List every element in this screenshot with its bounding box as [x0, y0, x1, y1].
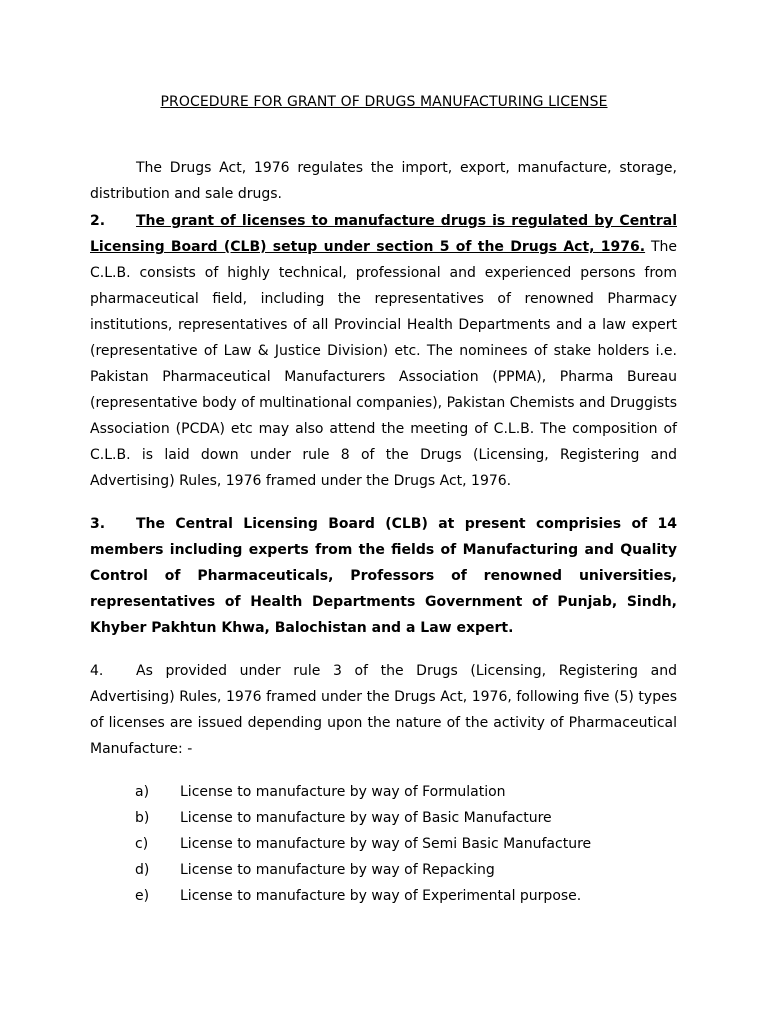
paragraph-2-lead: The grant of licenses to manufacture drugs is regulated by Central Licensing Board (CLB) setup under section 5 of the Drugs Act, 1976.: [90, 213, 677, 255]
paragraph-3-body: The Central Licensing Board (CLB) at present comprisies of 14 members including experts from the fields of Manufacturing and Quality Control of Pharmaceuticals, Professors of renowned universities, representatives of Health Departments Government of Punjab, Sindh, Khyber Pakhtun Khwa, Balochistan and a Law expert.: [90, 516, 677, 636]
list-item-text: License to manufacture by way of Basic Manufacture: [180, 810, 552, 826]
list-item-marker: e): [135, 888, 150, 904]
paragraph-3-number: 3.: [90, 516, 106, 532]
paragraph-2-number: 2.: [90, 213, 106, 229]
list-item: [135, 883, 591, 909]
list-item-marker: a): [135, 784, 150, 800]
license-types-list: [135, 779, 591, 909]
list-item-marker: d): [135, 862, 150, 878]
list-item-marker: b): [135, 810, 150, 826]
document-title: PROCEDURE FOR GRANT OF DRUGS MANUFACTURING LICENSE: [160, 94, 608, 110]
intro-paragraph: The Drugs Act, 1976 regulates the import, export, manufacture, storage, distribution and sale drugs.: [90, 160, 677, 202]
list-item-marker: c): [135, 836, 149, 852]
list-item: [135, 831, 591, 857]
paragraph-4-body: As provided under rule 3 of the Drugs (Licensing, Registering and Advertising) Rules, 1976 framed under the Drugs Act, 1976, following five (5) types of licenses are issued depending upon the nature of the activity of Pharmaceutical Manufacture: -: [90, 663, 677, 757]
list-item: [135, 857, 591, 883]
paragraph-3: [90, 511, 677, 641]
paragraph-2-body: The C.L.B. consists of highly technical, professional and experienced persons from pharmaceutical field, including the representatives of renowned Pharmacy institutions, representatives of all Provincial Health Departments and a law expert (representative of Law & Justice Division) etc. The nominees of stake holders i.e. Pakistan Pharmaceutical Manufacturers Association (PPMA), Pharma Bureau (representative body of multinational companies), Pakistan Chemists and Druggists Association (PCDA) etc may also attend the meeting of C.L.B. The composition of C.L.B. is laid down under rule 8 of the Drugs (Licensing, Registering and Advertising) Rules, 1976 framed under the Drugs Act, 1976.: [90, 239, 677, 489]
list-item-text: License to manufacture by way of Formulation: [180, 784, 506, 800]
paragraph-4: [90, 658, 677, 762]
list-item: [135, 805, 591, 831]
list-item-text: License to manufacture by way of Semi Basic Manufacture: [180, 836, 592, 852]
list-item-text: License to manufacture by way of Repacking: [180, 862, 495, 878]
list-item: [135, 779, 591, 805]
list-item-text: License to manufacture by way of Experimental purpose.: [180, 888, 582, 904]
paragraph-2: [90, 208, 677, 494]
paragraph-4-number: 4.: [90, 663, 104, 679]
